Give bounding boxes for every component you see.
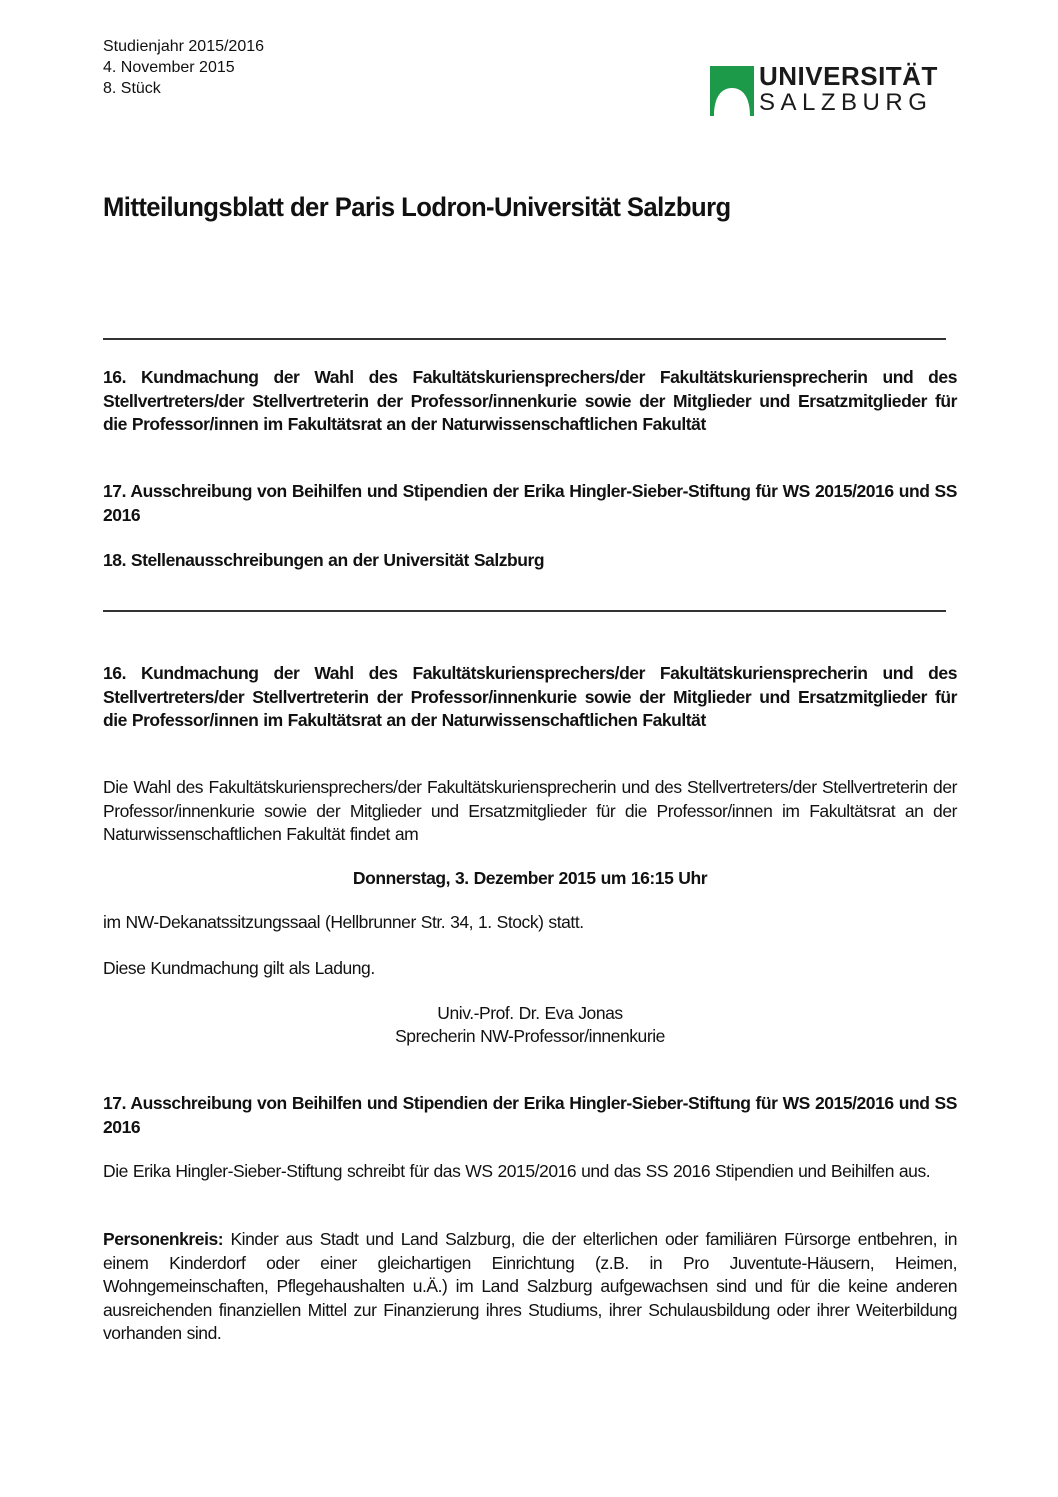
issue-meta [103,36,264,99]
toc-item-16: 16. Kundmachung der Wahl des Fakultätskuriensprechers/der Fakultätskuriensprecherin und des Stellvertreters/der Stellvertreterin der Professor/innenkurie sowie der Mitglieder und Ersatzmitglieder für die Professor/innen im Fakultätsrat an der Naturwissenschaftlichen Fakultät [103,367,957,434]
section-16-date: Donnerstag, 3. Dezember 2015 um 16:15 Uhr [352,868,708,888]
divider-top [103,338,946,340]
signature-role: Sprecherin NW-Professor/innenkurie [395,1026,665,1046]
personenkreis-text: Kinder aus Stadt und Land Salzburg, die der elterlichen oder familiären Fürsorge entbehren, in einem Kinderdorf oder einer gleichartigen Einrichtung (z.B. in Pro Juventute-Häusern, Heimen, Wohngemeinschaften, Pflegehaushalten u.Ä.) im Land Salzburg aufgewachsen sind und für die keine anderen ausreichenden finanziellen Mittel zur Finanzierung ihres Studiums, ihrer Schulausbildung oder ihrer Weiterbildung vorhanden sind. [103,1229,957,1343]
signature-name: Univ.-Prof. Dr. Eva Jonas [437,1003,623,1023]
section-16-intro: Die Wahl des Fakultätskuriensprechers/der Fakultätskuriensprecherin und des Stellvertreters/der Stellvertreterin der Professor/innenkurie sowie der Mitglieder und Ersatzmitglieder für die Professor/innen im Fakultätsrat an der Naturwissenschaftlichen Fakultät findet am [103,777,957,844]
section-17-heading: 17. Ausschreibung von Beihilfen und Stipendien der Erika Hingler-Sieber-Stiftung für WS 2015/2016 und SS 2016 [103,1093,957,1137]
personenkreis-label: Personenkreis: [103,1229,224,1249]
logo-line-2: SALZBURG [759,89,933,116]
toc-item-17: 17. Ausschreibung von Beihilfen und Stipendien der Erika Hingler-Sieber-Stiftung für WS 2015/2016 und SS 2016 [103,481,957,525]
section-16-heading: 16. Kundmachung der Wahl des Fakultätskuriensprechers/der Fakultätskuriensprecherin und des Stellvertreters/der Stellvertreterin der Professor/innenkurie sowie der Mitglieder und Ersatzmitglieder für die Professor/innen im Fakultätsrat an der Naturwissenschaftlichen Fakultät [103,663,957,730]
arch-logo-icon [710,66,754,116]
toc-item-18: 18. Stellenausschreibungen an der Universität Salzburg [103,550,545,570]
university-logo [710,61,938,120]
section-16-note: Diese Kundmachung gilt als Ladung. [103,958,375,978]
divider-bottom [103,610,946,612]
section-17-personenkreis [103,1228,957,1346]
issue-number: 8. Stück [103,80,161,97]
section-17-intro: Die Erika Hingler-Sieber-Stiftung schreibt für das WS 2015/2016 und das SS 2016 Stipendien und Beihilfen aus. [103,1161,931,1181]
academic-year: Studienjahr 2015/2016 [103,38,265,55]
section-16-location: im NW-Dekanatssitzungssaal (Hellbrunner Str. 34, 1. Stock) statt. [103,912,584,932]
logo-line-1: UNIVERSITÄT [759,61,938,91]
issue-date: 4. November 2015 [103,59,235,76]
page-title: Mitteilungsblatt der Paris Lodron-Universität Salzburg [103,192,731,222]
